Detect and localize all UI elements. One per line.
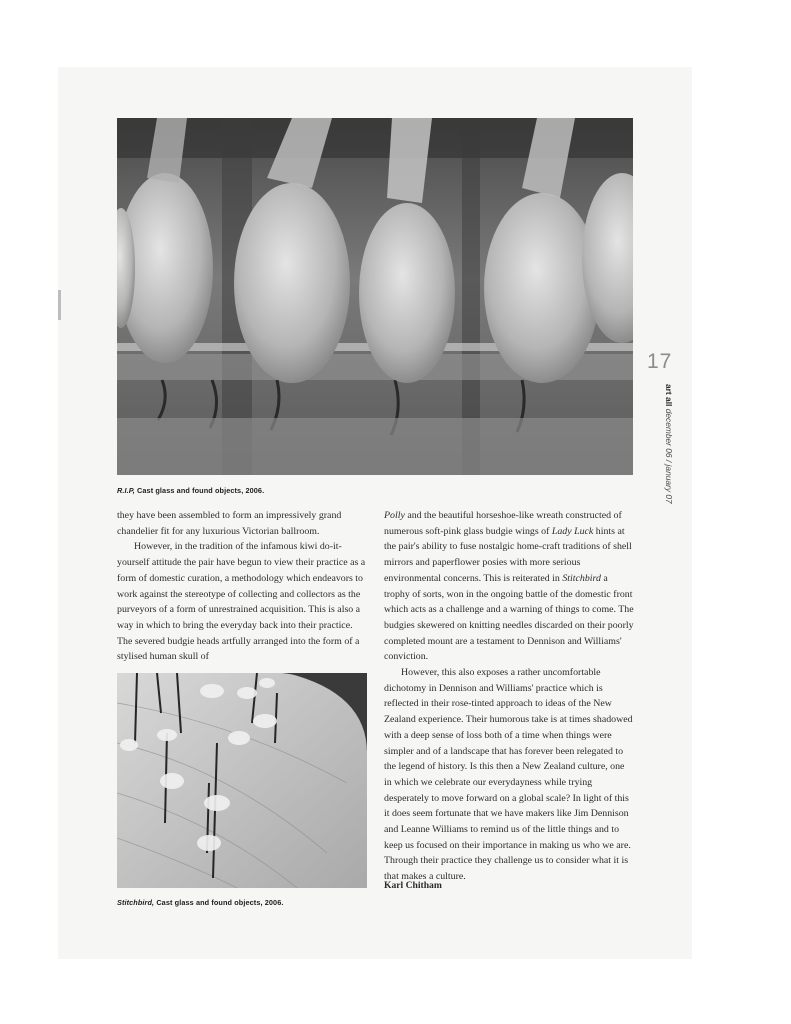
running-head <box>663 384 675 504</box>
paragraph: However, in the tradition of the infamous kiwi do-it-yourself attitude the pair have begun to view their practice as a form of domestic curation, a methodology which endeavors to work against the stereotype of collecting and collectors as the purveyors of a form of unrestrained acquisition. This is also a way in which to bring the everyday back into their practice. The severed budgie heads artfully arranged into the form of a stylised human skull of <box>117 541 366 663</box>
scan-edge-mark <box>58 290 61 320</box>
caption-bottom <box>117 898 284 907</box>
paragraph-text: hints at the pair's ability to fuse nostalgic home-craft traditions of shell mirrors and paperflower posies with more serious environmental concerns. This is reiterated in <box>384 525 632 584</box>
author-byline: Karl Chitham <box>384 880 442 891</box>
title-lady-luck: Lady Luck <box>551 525 594 537</box>
paragraph-text: and the beautiful horseshoe-like wreath constructed of numerous soft-pink glass budgie wings of <box>384 510 622 537</box>
article-right-column <box>384 508 634 885</box>
paragraph <box>384 508 634 665</box>
caption-top <box>117 486 264 495</box>
title-polly: Polly <box>384 510 405 521</box>
caption-bottom-title: Stitchbird, <box>117 898 155 907</box>
photo-rip-glass-birds <box>117 118 633 475</box>
caption-top-title: R.I.P, <box>117 486 135 495</box>
caption-bottom-text: Cast glass and found objects, 2006. <box>154 898 284 907</box>
title-stitchbird: Stitchbird <box>562 572 601 584</box>
page-number: 17 <box>647 350 673 373</box>
paragraph-text: a trophy of sorts, won in the ongoing battle of the domestic front which acts as a challenge and a warning of things to come. The budgies skewered on knitting needles discarded on their poorly completed mount are a testament to Dennison and Williams' conviction. <box>384 572 634 663</box>
magazine-name: art all <box>664 384 674 407</box>
paragraph: However, this also exposes a rather uncomfortable dichotomy in Dennison and Williams' practice which is reflected in their rose-tinted approach to ideas of the New Zealand experience. Their humorous take is at times shadowed with a deep sense of loss both of a time when things were simpler and of a landscape that has forever been relegated to the legend of history. Is this then a New Zealand culture, one in which we celebrate our everydayness while trying desperately to move forward on a global scale? In light of this it does seem fortunate that we have makers like Jim Dennison and Leanne Williams to remind us of the little things and to keep us focused on their importance in making us who we are. Through their practice they challenge us to consider what it is that makes a culture. <box>384 667 633 883</box>
paragraph: they have been assembled to form an impressively grand chandelier fit for any luxurious Victorian ballroom. <box>117 510 342 537</box>
caption-top-text: Cast glass and found objects, 2006. <box>134 486 265 495</box>
article-left-column <box>117 508 367 665</box>
issue-date: december 06 / january 07 <box>664 408 674 504</box>
photo-stitchbird <box>117 673 367 888</box>
